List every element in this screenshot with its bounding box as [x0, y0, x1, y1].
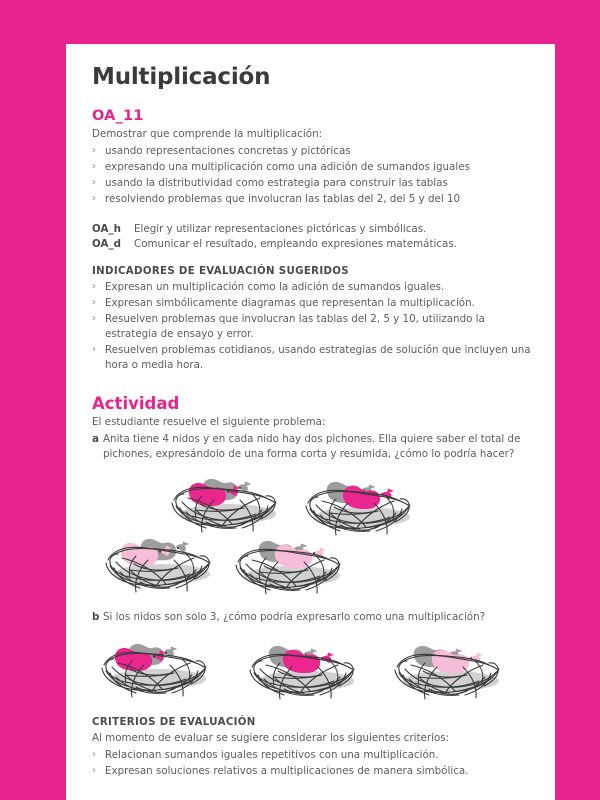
four-nests-illustration: [92, 470, 532, 608]
indicadores-list: [92, 280, 532, 373]
list-item-label: resolviendo problemas que involucran las tablas del 2, del 5 y del 10: [105, 192, 461, 205]
list-item-label: Resuelven problemas que involucran las tablas del 2, 5 y 10, utilizando la estrategia de ensayo y error.: [105, 313, 485, 341]
item-text: Si los nidos son solo 3, ¿cómo podría expresarlo como una multiplicación?: [103, 610, 486, 623]
actividad-heading: Actividad: [92, 394, 180, 414]
list-item-label: Relacionan sumandos iguales repetitivos con una multiplicación.: [105, 748, 439, 761]
nest-item: [389, 637, 505, 701]
criterios-list: [92, 748, 532, 779]
list-item-label: Expresan simbólicamente diagramas que representan la multiplicación.: [105, 297, 475, 310]
habilidad-code: OA_d: [92, 238, 121, 251]
criterios-heading: CRITERIOS DE EVALUACIÓN: [92, 716, 256, 728]
habilidad-text: Comunicar el resultado, empleando expresiones matemáticas.: [134, 238, 457, 251]
list-item: [92, 296, 532, 311]
item-letter: b: [92, 610, 100, 623]
habilidad-row-h: [92, 222, 532, 237]
actividad-item-a: [92, 432, 532, 462]
spacer: [92, 252, 532, 266]
list-item-label: Expresan un multiplicación como la adición de sumandos iguales.: [105, 281, 445, 294]
page-content: [92, 64, 532, 779]
item-text: Anita tiene 4 nidos y en cada nido hay dos pichones. Ella quiere saber el total de pichones, expresándolo de una forma corta y resumida, ¿cómo lo podría hacer?: [103, 432, 521, 460]
chevron-right-icon: ›: [92, 344, 96, 356]
list-item: [92, 343, 532, 373]
habilidad-text: Elegir y utilizar representaciones pictóricas y simbólicas.: [134, 222, 427, 235]
list-item-label: usando representaciones concretas y pictóricas: [105, 144, 351, 157]
nest-item: [300, 473, 416, 537]
list-item-label: Resuelven problemas cotidianos, usando estrategias de solución que incluyen una hora o media hora.: [105, 344, 531, 372]
list-item: [92, 748, 532, 763]
chevron-right-icon: ›: [92, 144, 96, 156]
item-letter: a: [92, 432, 99, 445]
habilidad-row-d: [92, 237, 532, 252]
chevron-right-icon: ›: [92, 281, 96, 293]
chevron-right-icon: ›: [92, 297, 96, 309]
oa-lead-text: Demostrar que comprende la multiplicación:: [92, 128, 323, 140]
list-item: [92, 280, 532, 295]
list-item: [92, 764, 532, 779]
list-item: [92, 192, 532, 207]
indicadores-heading: INDICADORES DE EVALUACIÓN SUGERIDOS: [92, 266, 349, 278]
actividad-item-b: [92, 610, 532, 625]
spacer: [92, 374, 532, 394]
actividad-intro: El estudiante resuelve el siguiente problema:: [92, 416, 326, 429]
list-item-label: usando la distributividad como estrategia para construir las tablas: [105, 176, 448, 189]
nest-item: [230, 532, 346, 596]
list-item-label: Expresan soluciones relativos a multiplicaciones de manera simbólica.: [105, 764, 469, 777]
list-item: [92, 312, 532, 342]
chevron-right-icon: ›: [92, 313, 96, 325]
criterios-intro: Al momento de evaluar se sugiere considerar los siguientes criterios:: [92, 731, 450, 744]
document-page: [66, 44, 555, 800]
nest-item: [244, 637, 360, 701]
chevron-right-icon: ›: [92, 764, 96, 776]
nest-item: [100, 530, 216, 594]
spacer: [92, 208, 532, 222]
list-item: [92, 176, 532, 191]
chevron-right-icon: ›: [92, 192, 96, 204]
nest-group-a: [92, 470, 532, 608]
list-item: [92, 144, 532, 159]
three-nests-illustration: [92, 635, 532, 713]
page-title: Multiplicación: [92, 64, 271, 90]
nest-item: [96, 635, 212, 699]
list-item-label: expresando una multiplicación como una adición de sumandos iguales: [105, 160, 470, 173]
chevron-right-icon: ›: [92, 160, 96, 172]
oa-code: OA_11: [92, 108, 144, 124]
nest-group-b: [92, 635, 532, 713]
nest-item: [166, 470, 282, 534]
chevron-right-icon: ›: [92, 748, 96, 760]
habilidad-code: OA_h: [92, 222, 121, 235]
oa-bullet-list: [92, 144, 532, 207]
chevron-right-icon: ›: [92, 176, 96, 188]
criterios-section: [92, 717, 532, 779]
list-item: [92, 160, 532, 175]
